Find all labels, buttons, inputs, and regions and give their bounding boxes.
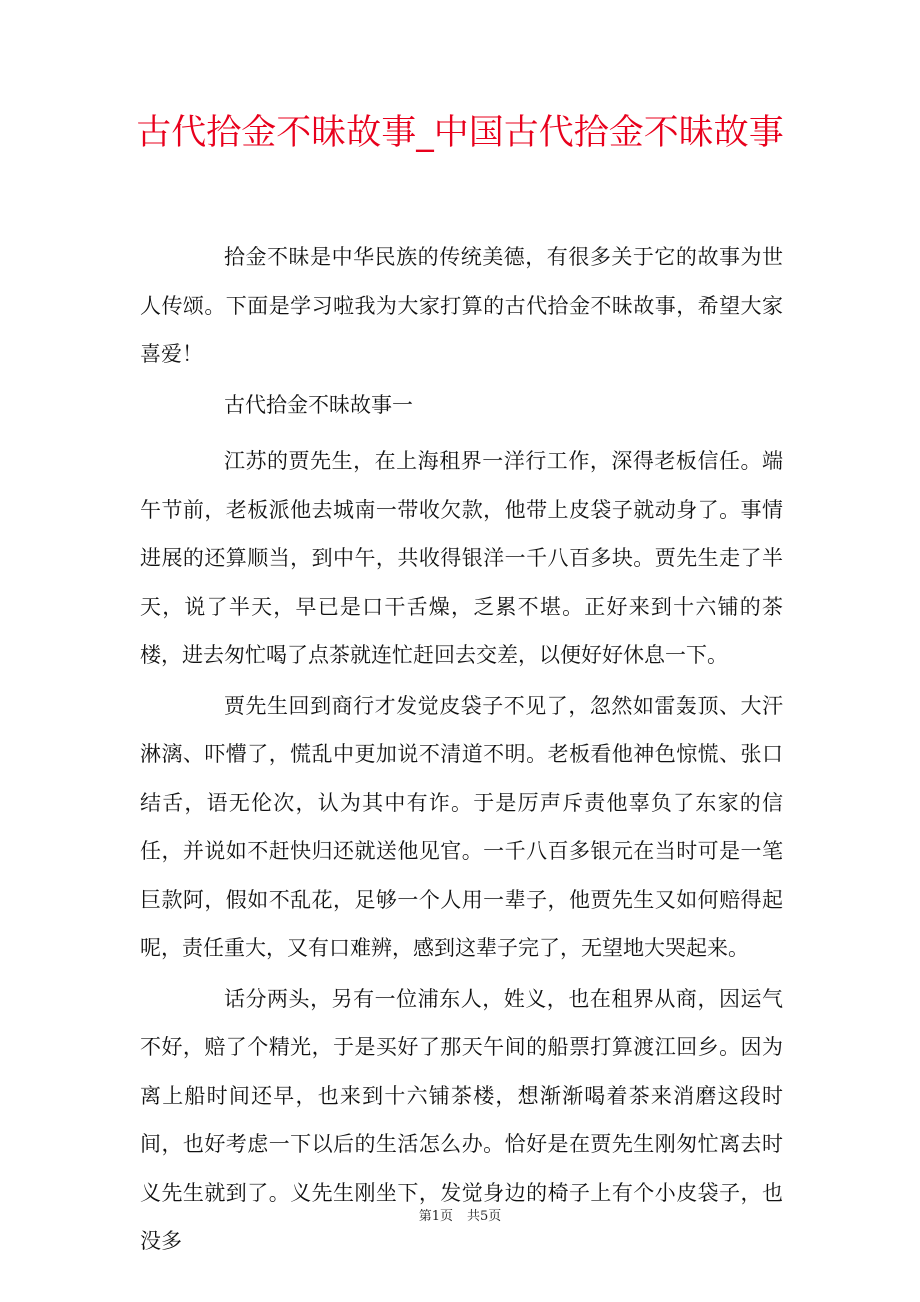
paragraph: 江苏的贾先生，在上海租界一洋行工作，深得老板信任。端午节前，老板派他去城南一带收欠款，他带上皮袋子就动身了。事情进展的还算顺当，到中午，共收得银洋一千八百多块。贾先生走了半天，说了半天，早已是口干舌燥，乏累不堪。正好来到十六铺的茶楼，进去匆忙喝了点茶就连忙赶回去交差，以便好好休息一下。: [140, 449, 783, 667]
page-total: 共5页: [467, 1209, 502, 1224]
paragraph-intro: 拾金不昧是中华民族的传统美德，有很多关于它的故事为世人传颂。下面是学习啦我为大家打算的古代拾金不昧故事，希望大家喜爱！: [140, 245, 783, 366]
page-number: 第1页: [418, 1209, 453, 1224]
page-footer: [0, 1208, 920, 1226]
paragraph: 话分两头，另有一位浦东人，姓义，也在租界从商，因运气不好，赔了个精光，于是买好了那天午间的船票打算渡江回乡。因为离上船时间还早，也来到十六铺茶楼，想渐渐喝着茶来消磨这段时间，也好考虑一下以后的生活怎么办。恰好是在贾先生刚匆忙离去时义先生就到了。义先生刚坐下，发觉身边的椅子上有个小皮袋子，也没多: [140, 986, 783, 1253]
document-body: [140, 233, 783, 1268]
paragraph: 贾先生回到商行才发觉皮袋子不见了，忽然如雷轰顶、大汗淋漓、吓懵了，慌乱中更加说不清道不明。老板看他神色惊慌、张口结舌，语无伦次，认为其中有诈。于是厉声斥责他辜负了东家的信任，并说如不赶快归还就送他见官。一千八百多银元在当时可是一笔巨款阿，假如不乱花，足够一个人用一辈子，他贾先生又如何赔得起呢，责任重大，又有口难辨，感到这辈子完了，无望地大哭起来。: [140, 693, 783, 960]
document-title: 古代拾金不昧故事_中国古代拾金不昧故事: [136, 113, 784, 153]
section-heading: 古代拾金不昧故事一: [224, 392, 413, 417]
